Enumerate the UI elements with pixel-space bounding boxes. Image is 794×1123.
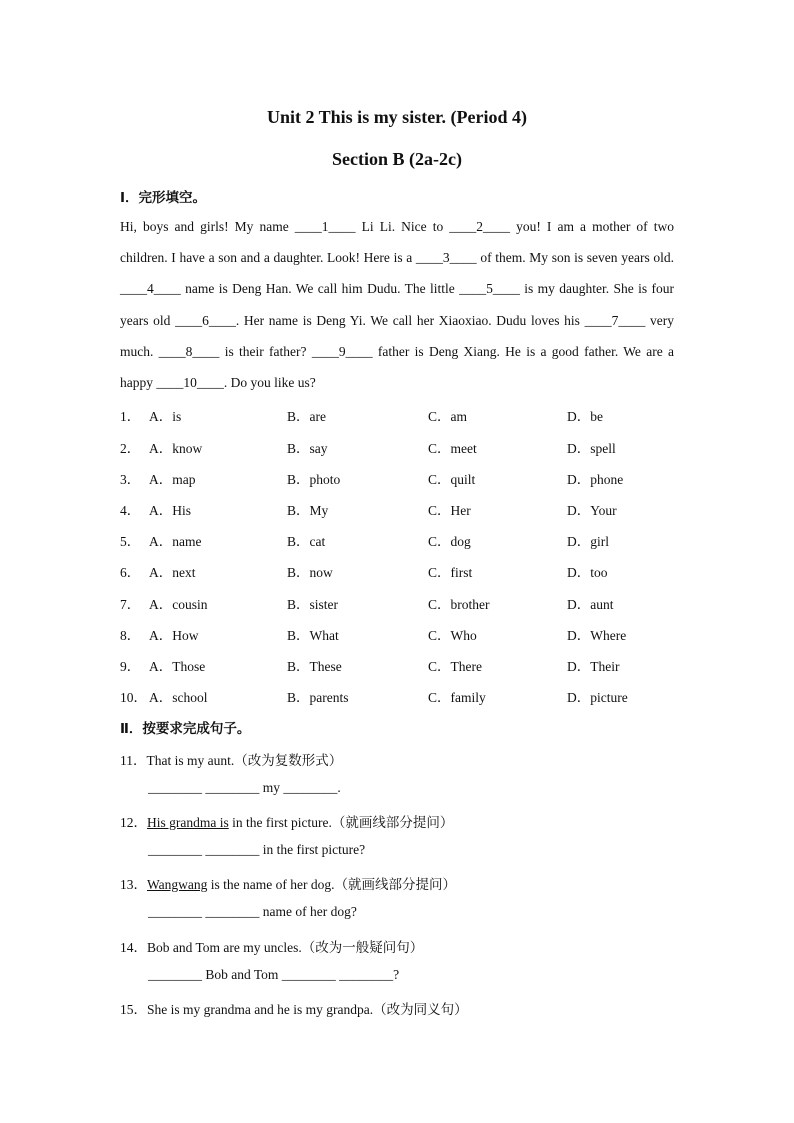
option-a: A．is bbox=[149, 409, 182, 424]
choice-row bbox=[120, 468, 680, 488]
choice-row bbox=[120, 561, 680, 581]
question-13 bbox=[120, 873, 456, 893]
option-a: A．How bbox=[149, 628, 199, 643]
question-number: 4． bbox=[120, 503, 141, 518]
option-b: B．now bbox=[287, 565, 333, 580]
answer-line-14: ________ Bob and Tom ________ ________? bbox=[148, 967, 400, 982]
option-d: D．Your bbox=[567, 503, 617, 518]
option-b: B．photo bbox=[287, 472, 341, 487]
option-c: C．first bbox=[428, 565, 473, 580]
question-number: 8． bbox=[120, 628, 141, 643]
question-number: 6． bbox=[120, 565, 141, 580]
section-1-heading: Ⅰ．完形填空。 bbox=[120, 190, 207, 206]
cloze-passage: Hi, boys and girls! My name ____1____ Li Li. Nice to ____2____ you! I am a mother of two children. I have a son and a daughter. Look! Here is a ____3____ of them. My son is seven years old. ____4____ name is Deng Han. We call him Dudu. The little ____5____ is my daughter. She is four years old ____6____. Her name is Deng Yi. We call her Xiaoxiao. Dudu loves his ____7____ very much. ____8____ is their father? ____9____ father is Deng Xiang. He is a good father. We are a happy ____10____. Do you like us? bbox=[120, 219, 674, 391]
option-b: B．sister bbox=[287, 597, 339, 612]
option-b: B．These bbox=[287, 659, 342, 674]
choice-row bbox=[120, 593, 680, 613]
choice-row bbox=[120, 405, 680, 425]
question-text: is the name of her dog.（就画线部分提问） bbox=[207, 877, 456, 892]
answer-line-12: ________ ________ in the first picture? bbox=[148, 842, 366, 857]
question-number: 12． bbox=[120, 815, 147, 830]
choice-row bbox=[120, 686, 680, 706]
question-number: 13． bbox=[120, 877, 147, 892]
question-number: 5． bbox=[120, 534, 141, 549]
question-11 bbox=[120, 749, 342, 769]
option-b: B．My bbox=[287, 503, 329, 518]
option-c: C．quilt bbox=[428, 472, 476, 487]
question-text: She is my grandma and he is my grandpa.（改为同义句） bbox=[147, 1002, 468, 1017]
question-number: 7． bbox=[120, 597, 141, 612]
question-text: That is my aunt.（改为复数形式） bbox=[146, 753, 343, 768]
option-b: B．are bbox=[287, 409, 326, 424]
answer-line-13: ________ ________ name of her dog? bbox=[148, 904, 357, 919]
choice-row bbox=[120, 624, 680, 644]
question-15 bbox=[120, 998, 468, 1018]
option-a: A．His bbox=[149, 503, 192, 518]
question-number: 10． bbox=[120, 690, 147, 705]
question-text: Bob and Tom are my uncles.（改为一般疑问句） bbox=[147, 940, 424, 955]
option-d: D．spell bbox=[567, 441, 616, 456]
option-c: C．meet bbox=[428, 441, 477, 456]
choice-row bbox=[120, 499, 680, 519]
option-b: B．say bbox=[287, 441, 328, 456]
option-d: D．girl bbox=[567, 534, 609, 549]
option-c: C．dog bbox=[428, 534, 471, 549]
underlined-phrase: Wangwang bbox=[147, 877, 208, 892]
answer-line-11: ________ ________ my ________. bbox=[148, 780, 341, 795]
option-d: D．aunt bbox=[567, 597, 614, 612]
option-a: A．Those bbox=[149, 659, 206, 674]
question-number: 11． bbox=[120, 753, 147, 768]
question-number: 2． bbox=[120, 441, 141, 456]
question-number: 1． bbox=[120, 409, 141, 424]
option-a: A．map bbox=[149, 472, 196, 487]
question-number: 15． bbox=[120, 1002, 147, 1017]
question-number: 3． bbox=[120, 472, 141, 487]
option-c: C．family bbox=[428, 690, 486, 705]
option-a: A．next bbox=[149, 565, 196, 580]
option-d: D．phone bbox=[567, 472, 624, 487]
option-d: D．too bbox=[567, 565, 608, 580]
option-c: C．There bbox=[428, 659, 482, 674]
question-number: 14． bbox=[120, 940, 147, 955]
page-title: Unit 2 This is my sister. (Period 4) bbox=[266, 107, 527, 127]
choice-row bbox=[120, 437, 680, 457]
underlined-phrase: His grandma is bbox=[147, 815, 229, 830]
question-14 bbox=[120, 936, 423, 956]
option-d: D．be bbox=[567, 409, 603, 424]
choice-row bbox=[120, 655, 680, 675]
question-number: 9． bbox=[120, 659, 141, 674]
choice-row bbox=[120, 530, 680, 550]
option-d: D．picture bbox=[567, 690, 628, 705]
option-d: D．Their bbox=[567, 659, 620, 674]
option-c: C．am bbox=[428, 409, 467, 424]
option-b: B．cat bbox=[287, 534, 326, 549]
option-c: C．brother bbox=[428, 597, 490, 612]
option-b: B．What bbox=[287, 628, 339, 643]
question-12 bbox=[120, 811, 453, 831]
section-2-heading: Ⅱ．按要求完成句子。 bbox=[120, 721, 251, 737]
option-c: C．Her bbox=[428, 503, 471, 518]
option-b: B．parents bbox=[287, 690, 349, 705]
option-a: A．know bbox=[149, 441, 203, 456]
question-text: in the first picture.（就画线部分提问） bbox=[228, 815, 454, 830]
option-c: C．Who bbox=[428, 628, 477, 643]
option-a: A．cousin bbox=[149, 597, 208, 612]
option-a: A．name bbox=[149, 534, 202, 549]
option-a: A．school bbox=[149, 690, 208, 705]
option-d: D．Where bbox=[567, 628, 627, 643]
page-subtitle: Section B (2a-2c) bbox=[332, 149, 462, 169]
